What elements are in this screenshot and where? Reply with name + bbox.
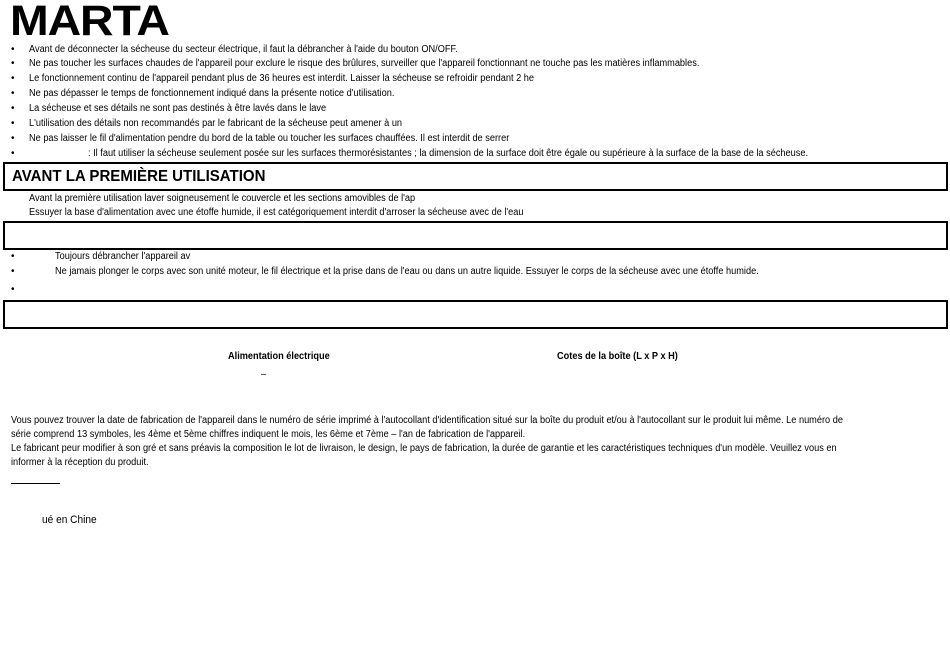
paragraph-line: Essuyer la base d'alimentation avec une étoffe humide, il est catégoriquement interdit d'arroser la sécheuse avec de l'eau bbox=[29, 207, 524, 218]
list-item: Ne pas dépasser le temps de fonctionnement indiqué dans la présente notice d'utilisation. bbox=[29, 88, 395, 99]
bullet-marker: • bbox=[11, 284, 15, 295]
section-heading-box bbox=[3, 221, 948, 250]
brand-logo: MARTA bbox=[10, 0, 169, 45]
section-heading-box bbox=[3, 162, 948, 191]
footer-line: informer à la réception du produit. bbox=[11, 457, 149, 468]
bullet-marker: • bbox=[11, 251, 15, 262]
made-in-text: ué en Chine bbox=[42, 514, 97, 526]
bullet-marker: • bbox=[11, 103, 15, 114]
footer-line: série comprend 13 symboles, les 4ème et 5ème chiffres indiquent le mois, les 6ème et 7ème – l'an de fabrication de l'appareil. bbox=[11, 429, 526, 440]
bullet-marker: • bbox=[11, 88, 15, 99]
bullet-marker: • bbox=[11, 44, 15, 55]
list-item: Avant de déconnecter la sécheuse du secteur électrique, il faut la débrancher à l'aide du bouton ON/OFF. bbox=[29, 44, 458, 55]
section-title: AVANT LA PREMIÈRE UTILISATION bbox=[12, 168, 266, 185]
bullet-marker: • bbox=[11, 148, 15, 159]
bullet-marker: • bbox=[11, 58, 15, 69]
bullet-marker: • bbox=[11, 133, 15, 144]
bullet-marker: • bbox=[11, 266, 15, 277]
list-item: Ne pas laisser le fil d'alimentation pendre du bord de la table ou toucher les surfaces chauffées. Il est interdit de serrer bbox=[29, 133, 510, 144]
list-item: Ne jamais plonger le corps avec son unité moteur, le fil électrique et la prise dans de l'eau ou dans un autre liquide. Essuyer le corps de la sécheuse avec une étoffe humide. bbox=[55, 266, 759, 277]
bullet-marker: • bbox=[11, 73, 15, 84]
power-label: Alimentation électrique bbox=[228, 351, 330, 362]
list-item: : Il faut utiliser la sécheuse seulement posée sur les surfaces thermorésistantes ; la dimension de la surface doit être égale ou supérieure à la surface de la base de la sécheuse. bbox=[88, 148, 809, 159]
list-item: La sécheuse et ses détails ne sont pas destinés à être lavés dans le lave bbox=[29, 103, 327, 114]
list-item: Ne pas toucher les surfaces chaudes de l'appareil pour exclure le risque des brûlures, surveiller que l'appareil fonctionnant ne touche pas les matières inflammables. bbox=[29, 58, 700, 69]
power-value: – bbox=[261, 369, 267, 380]
bullet-marker: • bbox=[11, 118, 15, 129]
paragraph-line: Avant la première utilisation laver soigneusement le couvercle et les sections amovibles de l'ap bbox=[29, 193, 416, 204]
list-item: Le fonctionnement continu de l'appareil pendant plus de 36 heures est interdit. Laisser la sécheuse se refroidir pendant 2 he bbox=[29, 73, 535, 84]
footer-line: Le fabricant peur modifier à son gré et sans préavis la composition le lot de livraison, le design, le pays de fabrication, la durée de garantie et les caractéristiques techniques d'un modèle. Veuillez vous en bbox=[11, 443, 837, 454]
list-item: Toujours débrancher l'appareil av bbox=[55, 251, 191, 262]
footer-line: Vous pouvez trouver la date de fabrication de l'appareil dans le numéro de série imprimé à l'autocollant d'identification situé sur la boîte du produit et/ou à l'autocollant sur le produit lui même. Le numéro de bbox=[11, 415, 843, 426]
box-dimensions-label: Cotes de la boîte (L x P x H) bbox=[557, 351, 678, 362]
divider bbox=[11, 483, 60, 484]
list-item: L'utilisation des détails non recommandés par le fabricant de la sécheuse peut amener à un bbox=[29, 118, 403, 129]
section-heading-box bbox=[3, 300, 948, 329]
